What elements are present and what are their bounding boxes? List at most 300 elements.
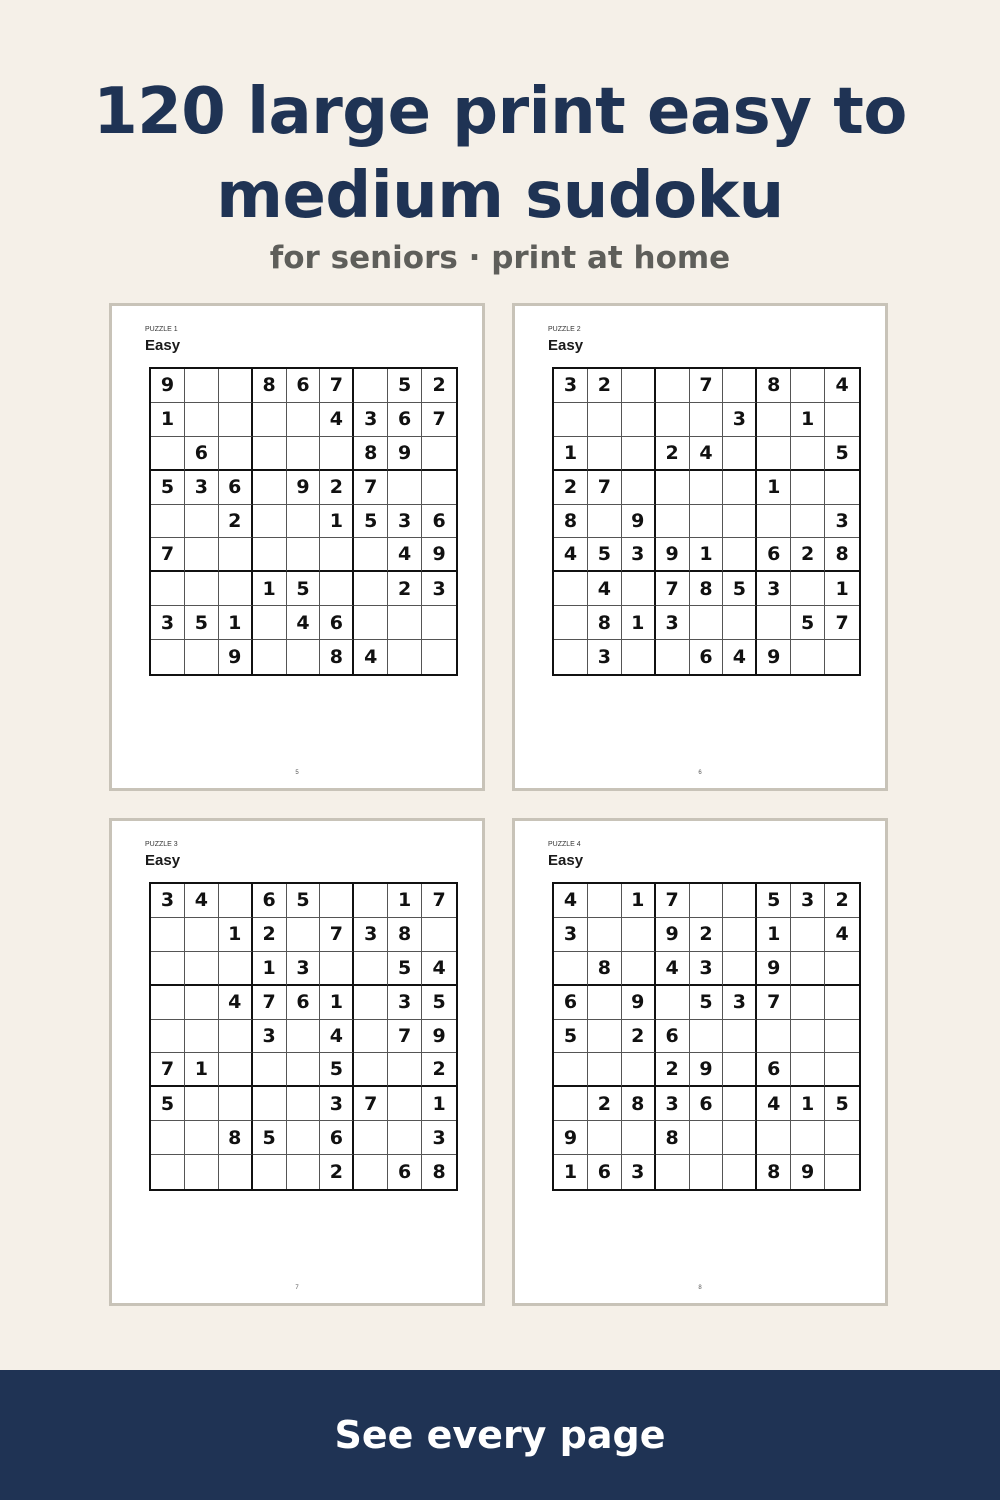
sudoku-cell: 8 (656, 1121, 690, 1155)
sudoku-cell (354, 538, 388, 572)
sudoku-cell: 2 (253, 918, 287, 952)
sudoku-cell: 9 (422, 538, 456, 572)
sudoku-cell: 2 (219, 505, 253, 539)
sudoku-cell (422, 606, 456, 640)
sudoku-cell (354, 952, 388, 986)
sudoku-cell: 8 (622, 1087, 656, 1121)
sudoku-cell (185, 1155, 219, 1189)
sudoku-cell (185, 640, 219, 674)
sudoku-cell: 2 (388, 572, 422, 606)
sudoku-cell: 8 (554, 505, 588, 539)
sudoku-cell (219, 538, 253, 572)
sudoku-cell: 8 (825, 538, 859, 572)
sudoku-cell (185, 952, 219, 986)
sudoku-cell: 8 (432, 1161, 446, 1184)
sudoku-cell: 3 (656, 606, 690, 640)
sudoku-cell (622, 918, 656, 952)
sudoku-cell: 2 (791, 538, 825, 572)
sudoku-cell (723, 884, 757, 918)
sudoku-cell (723, 437, 757, 471)
sudoku-cell: 1 (219, 918, 253, 952)
sudoku-cell: 9 (151, 369, 185, 403)
sudoku-cell: 4 (825, 918, 859, 952)
sudoku-cell: 3 (287, 952, 321, 986)
sudoku-cell: 5 (825, 437, 859, 471)
sudoku-cell (622, 403, 656, 437)
sudoku-cell (219, 952, 253, 986)
sudoku-cell (723, 952, 757, 986)
page-number: 6 (698, 770, 702, 776)
sudoku-cell (791, 952, 825, 986)
sudoku-cell: 9 (656, 918, 690, 952)
sudoku-cell (554, 1053, 588, 1087)
sudoku-cell: 7 (253, 986, 287, 1020)
sudoku-cell: 3 (723, 986, 757, 1020)
sudoku-cell: 5 (151, 471, 185, 505)
sudoku-cell (354, 884, 388, 918)
sudoku-cell: 4 (825, 369, 859, 403)
sudoku-cell: 6 (757, 538, 791, 572)
sudoku-cell: 6 (757, 1053, 791, 1087)
sudoku-cell: 6 (219, 471, 253, 505)
sudoku-cell (588, 1121, 622, 1155)
puzzle-page-3 (109, 818, 485, 1306)
sudoku-cell: 1 (422, 1087, 456, 1121)
sudoku-cell: 7 (757, 986, 791, 1020)
sudoku-cell: 2 (422, 1053, 456, 1087)
sudoku-cell (151, 1121, 185, 1155)
sudoku-cell (554, 606, 588, 640)
sudoku-cell (151, 437, 185, 471)
sudoku-cell: 8 (588, 606, 622, 640)
sudoku-cell: 4 (554, 884, 588, 918)
sudoku-cell (690, 505, 724, 539)
page-number: 5 (295, 770, 299, 776)
sudoku-cell: 6 (320, 606, 354, 640)
sudoku-cell (185, 986, 219, 1020)
sudoku-cell: 7 (354, 471, 388, 505)
sudoku-cell: 3 (253, 1020, 287, 1054)
sudoku-cell (825, 1155, 859, 1189)
sudoku-cell (422, 640, 456, 674)
sudoku-cell: 6 (185, 437, 219, 471)
sudoku-cell: 3 (320, 1087, 354, 1121)
sudoku-cell: 5 (151, 1087, 185, 1121)
sudoku-cell: 1 (554, 1155, 588, 1189)
sudoku-cell: 9 (287, 471, 321, 505)
sudoku-cell: 1 (219, 606, 253, 640)
sudoku-grid (149, 882, 458, 1191)
sudoku-cell (354, 369, 388, 403)
sudoku-cell (588, 505, 622, 539)
sudoku-cell (151, 1155, 185, 1189)
sudoku-cell (690, 606, 724, 640)
sudoku-cell: 6 (388, 403, 422, 437)
sudoku-cell: 2 (554, 471, 588, 505)
puzzle-page-1 (109, 303, 485, 791)
sudoku-cell (287, 1155, 321, 1189)
sudoku-cell: 3 (151, 884, 185, 918)
sudoku-cell (656, 403, 690, 437)
sudoku-cell: 4 (723, 640, 757, 674)
sudoku-cell: 7 (656, 572, 690, 606)
puzzle-label: PUZZLE 2 (548, 326, 581, 333)
sudoku-cell: 5 (825, 1087, 859, 1121)
sudoku-cell: 8 (757, 369, 791, 403)
sudoku-cell (791, 437, 825, 471)
sudoku-cell: 3 (422, 1121, 456, 1155)
sudoku-cell: 3 (554, 369, 588, 403)
sudoku-cell (554, 952, 588, 986)
sudoku-cell: 3 (690, 952, 724, 986)
sudoku-cell (622, 640, 656, 674)
sudoku-cell (757, 403, 791, 437)
sudoku-cell (287, 1121, 321, 1155)
sudoku-cell (825, 1020, 859, 1054)
sudoku-cell: 5 (287, 884, 321, 918)
sudoku-cell: 4 (422, 952, 456, 986)
sudoku-cell (588, 884, 622, 918)
sudoku-cell: 6 (656, 1020, 690, 1054)
sudoku-cell (253, 403, 287, 437)
sudoku-cell: 6 (554, 986, 588, 1020)
sudoku-cell: 4 (588, 572, 622, 606)
sudoku-cell: 5 (791, 606, 825, 640)
sudoku-cell: 8 (219, 1121, 253, 1155)
sudoku-cell (287, 437, 321, 471)
sudoku-cell: 1 (690, 538, 724, 572)
sudoku-cell (554, 572, 588, 606)
sudoku-cell (622, 1121, 656, 1155)
sudoku-cell (287, 640, 321, 674)
sudoku-cell (253, 538, 287, 572)
sudoku-cell: 8 (354, 437, 388, 471)
sudoku-cell (757, 437, 791, 471)
sudoku-cell (320, 884, 354, 918)
sudoku-cell: 7 (354, 1087, 388, 1121)
sudoku-cell (287, 403, 321, 437)
sudoku-cell (622, 369, 656, 403)
sudoku-cell (253, 437, 287, 471)
puzzle-page-4 (512, 818, 888, 1306)
sudoku-cell (757, 505, 791, 539)
sudoku-cell (354, 1155, 388, 1189)
sudoku-cell: 8 (690, 572, 724, 606)
title-line-2: medium sudoku (216, 159, 784, 233)
puzzle-label: PUZZLE 4 (548, 841, 581, 848)
sudoku-cell: 3 (185, 471, 219, 505)
sudoku-cell: 4 (354, 640, 388, 674)
sudoku-cell: 1 (253, 572, 287, 606)
sudoku-cell: 4 (219, 986, 253, 1020)
sudoku-cell (185, 572, 219, 606)
sudoku-cell (825, 471, 859, 505)
sudoku-cell (588, 403, 622, 437)
sudoku-cell (320, 538, 354, 572)
sudoku-cell (723, 538, 757, 572)
sudoku-cell: 9 (622, 986, 656, 1020)
sudoku-cell (723, 1053, 757, 1087)
sudoku-cell: 4 (757, 1087, 791, 1121)
sudoku-cell (656, 471, 690, 505)
title-line-1: 120 large print easy to (93, 75, 907, 149)
sudoku-cell (554, 1087, 588, 1121)
sudoku-cell: 3 (622, 538, 656, 572)
sudoku-cell (219, 884, 253, 918)
sudoku-cell (791, 572, 825, 606)
sudoku-cell: 3 (554, 918, 588, 952)
sudoku-cell: 9 (791, 1155, 825, 1189)
sudoku-cell: 8 (757, 1155, 791, 1189)
sudoku-cell (388, 640, 422, 674)
banner-label: See every page (334, 1413, 666, 1457)
sudoku-cell: 5 (723, 572, 757, 606)
sudoku-cell: 5 (757, 884, 791, 918)
sudoku-cell: 2 (588, 369, 622, 403)
sudoku-cell (791, 918, 825, 952)
sudoku-cell: 2 (690, 918, 724, 952)
sudoku-cell: 3 (622, 1155, 656, 1189)
sudoku-cell: 6 (320, 1121, 354, 1155)
sudoku-cell (320, 437, 354, 471)
puzzle-page-2 (512, 303, 888, 791)
sudoku-cell (388, 1121, 422, 1155)
sudoku-cell: 2 (656, 437, 690, 471)
sudoku-cell (354, 1053, 388, 1087)
sudoku-cell: 4 (320, 403, 354, 437)
sudoku-cell: 5 (690, 986, 724, 1020)
sudoku-cell: 4 (690, 437, 724, 471)
sudoku-cell: 6 (690, 1087, 724, 1121)
sudoku-cell (388, 471, 422, 505)
sudoku-cell (690, 1020, 724, 1054)
sudoku-cell (219, 1087, 253, 1121)
see-every-page-banner[interactable] (0, 1370, 1000, 1500)
sudoku-cell: 5 (287, 572, 321, 606)
sudoku-cell: 3 (388, 505, 422, 539)
sudoku-cell: 8 (253, 369, 287, 403)
sudoku-cell: 3 (791, 884, 825, 918)
sudoku-cell: 9 (656, 538, 690, 572)
sudoku-cell (354, 1020, 388, 1054)
sudoku-cell (723, 505, 757, 539)
sudoku-cell: 1 (554, 437, 588, 471)
sudoku-cell: 5 (185, 606, 219, 640)
sudoku-cell: 1 (757, 471, 791, 505)
sudoku-cell (757, 1020, 791, 1054)
sudoku-cell (791, 1121, 825, 1155)
page-number: 7 (295, 1285, 299, 1291)
sudoku-cell (690, 471, 724, 505)
sudoku-cell: 2 (320, 1155, 354, 1189)
sudoku-cell: 5 (388, 369, 422, 403)
sudoku-cell: 3 (151, 606, 185, 640)
sudoku-cell (253, 606, 287, 640)
sudoku-cell (354, 986, 388, 1020)
sudoku-cell (185, 1087, 219, 1121)
sudoku-cell (151, 952, 185, 986)
puzzle-level: Easy (548, 337, 584, 354)
sudoku-cell (253, 640, 287, 674)
sudoku-cell: 9 (622, 505, 656, 539)
sudoku-cell (287, 538, 321, 572)
sudoku-cell (588, 1020, 622, 1054)
sudoku-cell (622, 572, 656, 606)
sudoku-cell (219, 1020, 253, 1054)
sudoku-cell (422, 437, 456, 471)
sudoku-cell: 6 (287, 986, 321, 1020)
sudoku-cell (185, 403, 219, 437)
sudoku-cell: 8 (320, 640, 354, 674)
sudoku-cell: 4 (554, 538, 588, 572)
sudoku-cell: 7 (588, 471, 622, 505)
sudoku-cell: 3 (354, 403, 388, 437)
sudoku-cell (219, 403, 253, 437)
sudoku-cell: 3 (723, 403, 757, 437)
sudoku-cell: 1 (622, 884, 656, 918)
sudoku-cell: 7 (422, 884, 456, 918)
sudoku-cell: 1 (791, 1087, 825, 1121)
puzzle-level: Easy (548, 852, 584, 869)
sudoku-cell (287, 1087, 321, 1121)
sudoku-cell: 9 (219, 640, 253, 674)
sudoku-cell: 3 (656, 1087, 690, 1121)
sudoku-cell (723, 369, 757, 403)
sudoku-cell: 9 (757, 952, 791, 986)
sudoku-cell (656, 1155, 690, 1189)
sudoku-cell (219, 437, 253, 471)
sudoku-cell: 6 (388, 1155, 422, 1189)
sudoku-cell: 2 (622, 1020, 656, 1054)
sudoku-cell: 3 (588, 640, 622, 674)
sudoku-cell: 7 (151, 538, 185, 572)
sudoku-cell: 1 (253, 952, 287, 986)
sudoku-cell: 1 (320, 986, 354, 1020)
sudoku-cell: 7 (690, 369, 724, 403)
sudoku-cell: 3 (757, 572, 791, 606)
sudoku-cell (354, 1121, 388, 1155)
sudoku-cell: 5 (320, 1053, 354, 1087)
sudoku-cell: 7 (320, 918, 354, 952)
sudoku-cell: 6 (422, 505, 456, 539)
sudoku-cell: 5 (422, 986, 456, 1020)
sudoku-cell (622, 471, 656, 505)
sudoku-cell (253, 1053, 287, 1087)
sudoku-cell (388, 1053, 422, 1087)
sudoku-cell (287, 505, 321, 539)
sudoku-cell: 5 (588, 538, 622, 572)
sudoku-cell (757, 1121, 791, 1155)
sudoku-cell (791, 505, 825, 539)
sudoku-cell (791, 1053, 825, 1087)
sudoku-cell: 5 (354, 505, 388, 539)
sudoku-cell: 7 (151, 1053, 185, 1087)
sudoku-cell: 7 (825, 606, 859, 640)
sudoku-cell (791, 1020, 825, 1054)
sudoku-cell (825, 952, 859, 986)
sudoku-cell (825, 986, 859, 1020)
sudoku-cell: 3 (422, 572, 456, 606)
sudoku-cell (656, 640, 690, 674)
sudoku-cell (791, 986, 825, 1020)
sudoku-cell (185, 369, 219, 403)
sudoku-cell (791, 369, 825, 403)
sudoku-cell (690, 1155, 724, 1189)
sudoku-cell (388, 1087, 422, 1121)
sudoku-cell: 2 (422, 369, 456, 403)
page-subtitle: for seniors · print at home (269, 240, 731, 276)
sudoku-cell (791, 640, 825, 674)
sudoku-cell (723, 1087, 757, 1121)
sudoku-cell: 1 (320, 505, 354, 539)
sudoku-cell: 3 (354, 918, 388, 952)
sudoku-cell (588, 986, 622, 1020)
sudoku-cell (554, 403, 588, 437)
sudoku-cell: 8 (588, 952, 622, 986)
sudoku-cell (185, 1121, 219, 1155)
sudoku-grid (552, 882, 861, 1191)
sudoku-cell: 7 (388, 1020, 422, 1054)
sudoku-cell: 5 (554, 1020, 588, 1054)
sudoku-cell (287, 1053, 321, 1087)
sudoku-cell (151, 986, 185, 1020)
sudoku-cell: 5 (253, 1121, 287, 1155)
sudoku-cell: 3 (388, 986, 422, 1020)
page-title (0, 70, 1000, 238)
sudoku-cell (723, 606, 757, 640)
page-number: 8 (698, 1285, 702, 1291)
sudoku-cell: 6 (690, 640, 724, 674)
sudoku-cell: 9 (757, 640, 791, 674)
sudoku-cell (320, 952, 354, 986)
sudoku-cell (588, 918, 622, 952)
sudoku-cell: 9 (554, 1121, 588, 1155)
sudoku-cell (151, 1020, 185, 1054)
sudoku-cell (219, 369, 253, 403)
sudoku-cell: 8 (388, 918, 422, 952)
puzzle-level: Easy (145, 337, 181, 354)
sudoku-cell (690, 403, 724, 437)
sudoku-cell (656, 369, 690, 403)
sudoku-cell: 9 (388, 437, 422, 471)
sudoku-cell: 6 (287, 369, 321, 403)
sudoku-cell (219, 1053, 253, 1087)
sudoku-cell (656, 505, 690, 539)
sudoku-cell (723, 1020, 757, 1054)
sudoku-cell (422, 918, 456, 952)
sudoku-cell: 2 (656, 1053, 690, 1087)
sudoku-cell (151, 505, 185, 539)
sudoku-cell: 1 (757, 918, 791, 952)
puzzle-level: Easy (145, 852, 181, 869)
sudoku-cell (253, 505, 287, 539)
sudoku-cell: 1 (388, 884, 422, 918)
sudoku-cell: 1 (151, 403, 185, 437)
puzzle-label: PUZZLE 1 (145, 326, 178, 333)
sudoku-cell (588, 1053, 622, 1087)
sudoku-grid (149, 367, 458, 676)
sudoku-cell (253, 471, 287, 505)
sudoku-cell (287, 1020, 321, 1054)
sudoku-cell: 4 (320, 1020, 354, 1054)
sudoku-cell (622, 1053, 656, 1087)
sudoku-cell (185, 1020, 219, 1054)
sudoku-cell: 9 (422, 1020, 456, 1054)
sudoku-cell: 7 (422, 403, 456, 437)
sudoku-cell (723, 471, 757, 505)
sudoku-cell (185, 505, 219, 539)
sudoku-cell: 1 (185, 1053, 219, 1087)
